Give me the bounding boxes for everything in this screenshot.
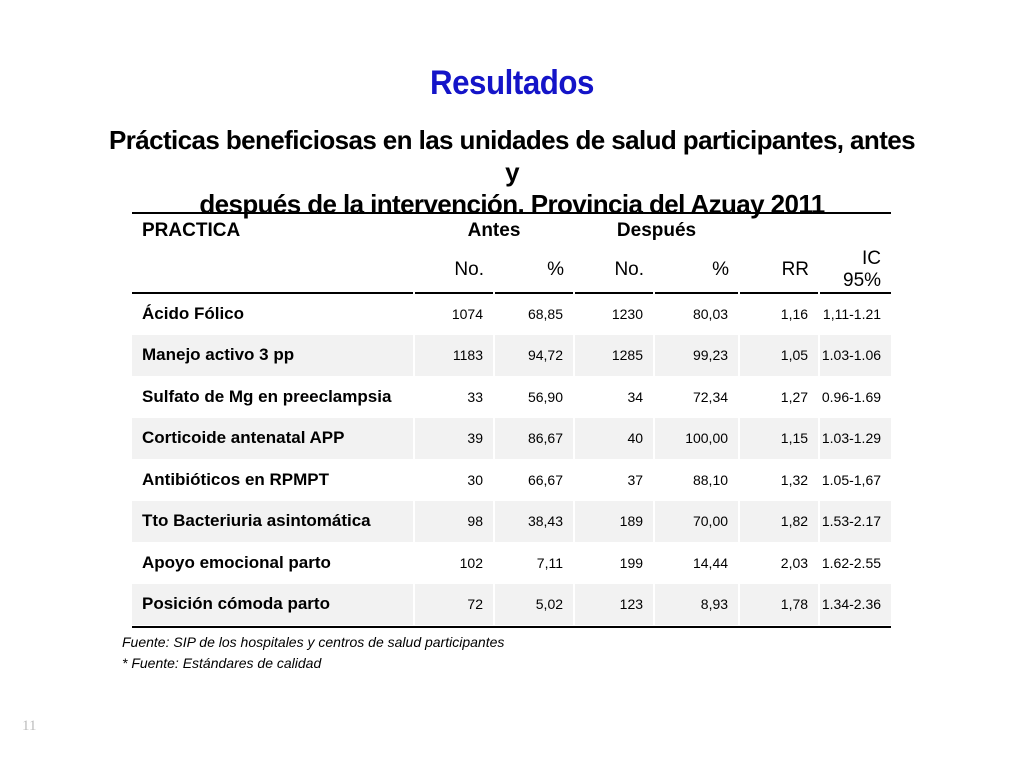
table-row [132, 418, 891, 460]
cell-ic: 0.96-1.69 [819, 376, 891, 418]
cell-despues-no: 37 [574, 459, 654, 501]
header-ic: IC 95% [843, 248, 882, 291]
cell-rr: 1,15 [739, 418, 819, 460]
row-practica: Ácido Fólico [132, 293, 414, 335]
cell-despues-no: 123 [574, 584, 654, 626]
footnote-standards: * Fuente: Estándares de calidad [122, 655, 322, 671]
cell-antes-pct: 7,11 [494, 542, 574, 584]
cell-rr: 1,05 [739, 335, 819, 377]
table-row [132, 459, 891, 501]
cell-rr: 1,78 [739, 584, 819, 626]
cell-rr: 2,03 [739, 542, 819, 584]
cell-antes-pct: 68,85 [494, 293, 574, 335]
cell-despues-pct: 8,93 [654, 584, 739, 626]
cell-antes-pct: 5,02 [494, 584, 574, 626]
table-row [132, 293, 891, 335]
table-row [132, 501, 891, 543]
cell-despues-no: 1230 [574, 293, 654, 335]
cell-antes-no: 39 [414, 418, 494, 460]
cell-despues-pct: 80,03 [654, 293, 739, 335]
table-row [132, 584, 891, 626]
cell-ic: 1.34-2.36 [819, 584, 891, 626]
cell-despues-no: 199 [574, 542, 654, 584]
cell-antes-pct: 86,67 [494, 418, 574, 460]
cell-antes-pct: 66,67 [494, 459, 574, 501]
table-caption [100, 124, 924, 220]
footnotes [122, 632, 504, 674]
results-table [132, 212, 891, 628]
cell-antes-no: 1074 [414, 293, 494, 335]
cell-antes-no: 72 [414, 584, 494, 626]
header-despues-no: No. [614, 259, 645, 280]
cell-antes-no: 98 [414, 501, 494, 543]
cell-despues-no: 34 [574, 376, 654, 418]
row-practica: Apoyo emocional parto [132, 542, 414, 584]
cell-despues-pct: 99,23 [654, 335, 739, 377]
cell-despues-pct: 88,10 [654, 459, 739, 501]
row-practica: Posición cómoda parto [132, 584, 414, 626]
cell-despues-pct: 70,00 [654, 501, 739, 543]
cell-antes-pct: 94,72 [494, 335, 574, 377]
cell-despues-pct: 100,00 [654, 418, 739, 460]
header-practica: PRACTICA [142, 220, 241, 241]
cell-antes-no: 30 [414, 459, 494, 501]
cell-antes-no: 33 [414, 376, 494, 418]
header-antes-pct: % [547, 259, 565, 280]
cell-ic: 1.03-1.06 [819, 335, 891, 377]
cell-rr: 1,27 [739, 376, 819, 418]
header-rr: RR [781, 259, 810, 280]
cell-rr: 1,16 [739, 293, 819, 335]
slide-title: Resultados [429, 64, 594, 102]
row-practica: Sulfato de Mg en preeclampsia [132, 376, 414, 418]
cell-ic: 1.05-1,67 [819, 459, 891, 501]
row-practica: Corticoide antenatal APP [132, 418, 414, 460]
cell-rr: 1,82 [739, 501, 819, 543]
row-practica: Manejo activo 3 pp [132, 335, 414, 377]
cell-ic: 1.62-2.55 [819, 542, 891, 584]
row-practica: Tto Bacteriuria asintomática [132, 501, 414, 543]
row-practica: Antibióticos en RPMPT [132, 459, 414, 501]
cell-antes-no: 1183 [414, 335, 494, 377]
cell-rr: 1,32 [739, 459, 819, 501]
cell-antes-pct: 56,90 [494, 376, 574, 418]
header-despues-pct: % [712, 259, 730, 280]
cell-despues-no: 1285 [574, 335, 654, 377]
header-antes-no: No. [454, 259, 484, 280]
cell-ic: 1.03-1.29 [819, 418, 891, 460]
cell-despues-pct: 72,34 [654, 376, 739, 418]
header-despues: Después [616, 220, 697, 241]
cell-ic: 1,11-1.21 [819, 293, 891, 335]
cell-antes-pct: 38,43 [494, 501, 574, 543]
caption-line-1: Prácticas beneficiosas en las unidades de salud participantes, antes y [109, 125, 915, 187]
cell-despues-no: 40 [574, 418, 654, 460]
header-antes: Antes [467, 220, 521, 241]
footnote-source: Fuente: SIP de los hospitales y centros de salud participantes [122, 634, 505, 650]
page-number: 11 [22, 718, 37, 734]
table-row [132, 335, 891, 377]
table-row [132, 376, 891, 418]
cell-ic: 1.53-2.17 [819, 501, 891, 543]
cell-despues-pct: 14,44 [654, 542, 739, 584]
cell-despues-no: 189 [574, 501, 654, 543]
table-row [132, 542, 891, 584]
cell-antes-no: 102 [414, 542, 494, 584]
caption-line-2: después de la intervención. Provincia del Azuay 2011 [199, 189, 825, 219]
